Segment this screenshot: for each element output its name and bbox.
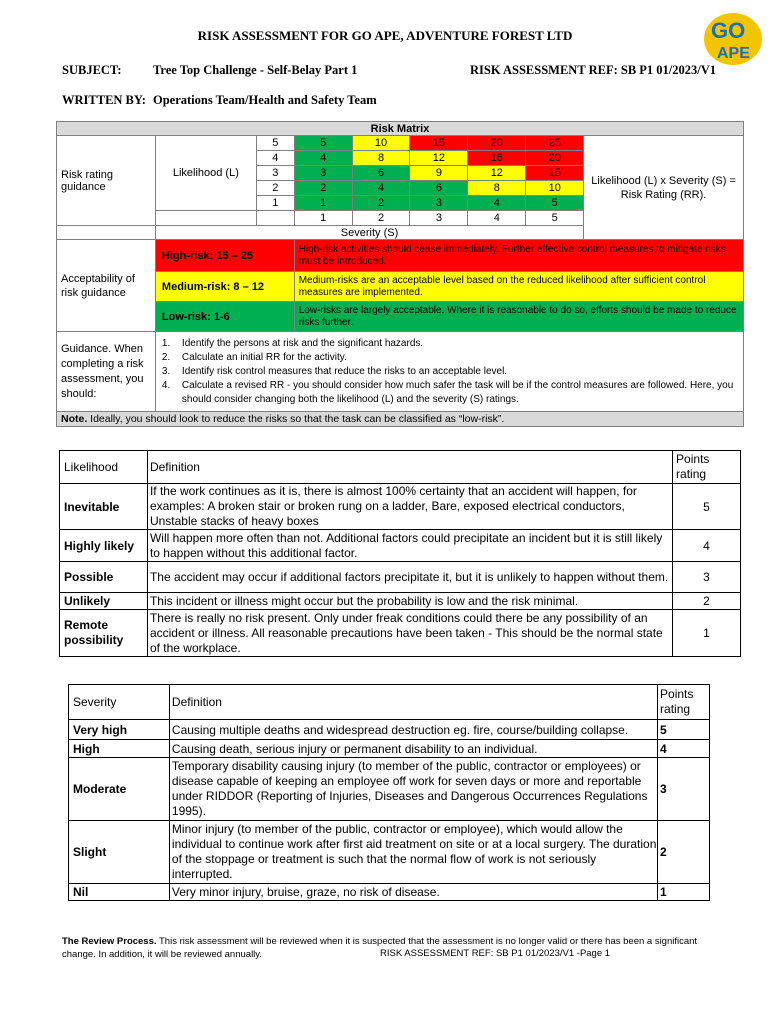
- low-risk-text: Low-risks are largely acceptable. Where it is reasonable to do so, efforts should be made to reduce risks further.: [294, 302, 743, 332]
- matrix-cell: 4: [352, 181, 410, 196]
- likelihood-value: 2: [256, 181, 294, 196]
- likelihood-value: 5: [256, 136, 294, 151]
- severity-header: Severity: [69, 685, 170, 720]
- severity-definition: Minor injury (to member of the public, contractor or employee), which would allow the individual to continue work after first aid treatment on site or at a local surgery. The duration of the stoppage or treatment is such that the normal flow of work is not seriously interrupted.: [169, 821, 657, 884]
- matrix-cell: 10: [352, 136, 410, 151]
- severity-points: 1: [658, 884, 710, 901]
- likelihood-value: 4: [256, 151, 294, 166]
- severity-name: Slight: [69, 821, 170, 884]
- severity-points: 2: [658, 821, 710, 884]
- severity-value: 2: [352, 211, 410, 226]
- severity-value: 4: [468, 211, 526, 226]
- severity-points: 5: [658, 720, 710, 740]
- severity-definition: Temporary disability causing injury (to member of the public, contractor or employees) or disease capable of keeping an employee off work for seven days or more and reportable under RIDDOR (Reporting of Injuries, Diseases and Dangerous Occurrences Regulations 1995).: [169, 758, 657, 821]
- go-ape-logo: [703, 12, 763, 66]
- subject-value: Tree Top Challenge - Self-Belay Part 1: [153, 63, 358, 77]
- review-process-text: This risk assessment will be reviewed when it is suspected that the assessment is no longer valid or there has been a significant change. In addition, it will be reviewed annually.: [62, 936, 698, 960]
- likelihood-points: 4: [673, 530, 741, 562]
- matrix-cell: 5: [294, 136, 352, 151]
- matrix-cell: 20: [468, 136, 526, 151]
- matrix-cell: 16: [468, 151, 526, 166]
- matrix-cell: 25: [526, 136, 584, 151]
- points-header: Points rating: [673, 451, 741, 484]
- severity-points: 3: [658, 758, 710, 821]
- guidance-list: 1. Identify the persons at risk and the significant hazards. 2. Calculate an initial RR for the activity. 3. Identify risk control measures that reduce the risks to an acceptable level. 4. Calculate a revised RR - you should consider how much safer the task will be if the control measures are followed. Here, you should consider changing both the likelihood (L) and the severity (S) ratings.: [155, 332, 743, 412]
- likelihood-value: 1: [256, 196, 294, 211]
- matrix-cell: 12: [468, 166, 526, 181]
- svg-text:APE: APE: [717, 45, 750, 62]
- definition-header: Definition: [147, 451, 672, 484]
- risk-formula: Likelihood (L) x Severity (S) = Risk Rating (RR).: [584, 136, 744, 240]
- matrix-cell: 15: [410, 136, 468, 151]
- severity-definition: Very minor injury, bruise, graze, no risk of disease.: [169, 884, 657, 901]
- points-header: Points rating: [658, 685, 710, 720]
- likelihood-definition-table: [59, 450, 741, 657]
- written-by-label: WRITTEN BY:: [62, 93, 146, 107]
- severity-value: 1: [294, 211, 352, 226]
- severity-name: Very high: [69, 720, 170, 740]
- severity-definition-table: [68, 684, 710, 901]
- severity-definition: Causing death, serious injury or permanent disability to an individual.: [169, 740, 657, 758]
- acceptability-label: Acceptability of risk guidance: [57, 240, 156, 332]
- reference-label: RISK ASSESSMENT REF: SB P1 01/2023/V1: [470, 63, 717, 77]
- likelihood-value: 3: [256, 166, 294, 181]
- high-risk-text: High-risk activities should cease immediately. Further effective control measures to mitigate risks must be introduced.: [294, 240, 743, 272]
- risk-matrix-table: [56, 121, 744, 427]
- risk-rating-label: Risk rating guidance: [57, 136, 156, 226]
- likelihood-name: Unlikely: [60, 593, 148, 610]
- subject-label: SUBJECT:: [62, 63, 122, 77]
- likelihood-definition: If the work continues as it is, there is almost 100% certainty that an accident will happen, for examples: A broken stair or broken rung on a ladder, Bare, exposed electrical conductors, Unstable stacks of heavy boxes: [147, 484, 672, 530]
- guidance-item: Calculate a revised RR - you should consider how much safer the task will be if the control measures are followed. Here, you should consider changing both the likelihood (L) and the severity (S) ratings.: [181, 379, 734, 405]
- severity-definition: Causing multiple deaths and widespread destruction eg. fire, course/building collapse.: [169, 720, 657, 740]
- likelihood-points: 3: [673, 562, 741, 593]
- severity-name: Moderate: [69, 758, 170, 821]
- guidance-item: Identify risk control measures that reduce the risks to an acceptable level.: [181, 365, 508, 377]
- guidance-item: Calculate an initial RR for the activity.: [181, 351, 347, 363]
- severity-value: 3: [410, 211, 468, 226]
- likelihood-definition: This incident or illness might occur but the probability is low and the risk minimal.: [147, 593, 672, 610]
- likelihood-points: 1: [673, 610, 741, 657]
- likelihood-definition: The accident may occur if additional factors precipitate it, but it is unlikely to happen without them.: [147, 562, 672, 593]
- matrix-cell: 8: [352, 151, 410, 166]
- document-title: RISK ASSESSMENT FOR GO APE, ADVENTURE FOREST LTD: [197, 28, 573, 43]
- likelihood-axis-label: Likelihood (L): [155, 136, 256, 211]
- svg-text:GO: GO: [711, 18, 746, 43]
- high-risk-label: High-risk: 15 – 25: [155, 240, 294, 272]
- matrix-cell: 20: [526, 151, 584, 166]
- matrix-cell: 15: [526, 166, 584, 181]
- guidance-item: Identify the persons at risk and the significant hazards.: [181, 337, 424, 349]
- matrix-cell: 12: [410, 151, 468, 166]
- matrix-cell: 3: [410, 196, 468, 211]
- note-label: Note.: [61, 413, 88, 425]
- note-row: [57, 412, 744, 427]
- matrix-cell: 6: [410, 181, 468, 196]
- low-risk-label: Low-risk: 1-6: [155, 302, 294, 332]
- likelihood-name: Inevitable: [60, 484, 148, 530]
- risk-matrix-title: Risk Matrix: [57, 122, 744, 136]
- review-process-label: The Review Process.: [62, 936, 157, 947]
- likelihood-header: Likelihood: [60, 451, 148, 484]
- guidance-label: Guidance. When completing a risk assessment, you should:: [57, 332, 156, 412]
- likelihood-points: 5: [673, 484, 741, 530]
- matrix-cell: 10: [526, 181, 584, 196]
- note-text: Ideally, you should look to reduce the risks so that the task can be classified as “low-risk”.: [87, 413, 505, 425]
- severity-name: High: [69, 740, 170, 758]
- page-reference: RISK ASSESSMENT REF: SB P1 01/2023/V1 -Page 1: [380, 948, 611, 959]
- matrix-cell: 3: [294, 166, 352, 181]
- matrix-cell: 4: [468, 196, 526, 211]
- written-by-value: Operations Team/Health and Safety Team: [153, 93, 377, 107]
- severity-name: Nil: [69, 884, 170, 901]
- matrix-cell: 4: [294, 151, 352, 166]
- matrix-cell: 2: [352, 196, 410, 211]
- severity-axis-label: Severity (S): [155, 226, 583, 240]
- definition-header: Definition: [169, 685, 657, 720]
- likelihood-definition: There is really no risk present. Only under freak conditions could there be any possibility of an accident or illness. All reasonable precautions have been taken - This should be the normal state of the workplace.: [147, 610, 672, 657]
- severity-value: 5: [526, 211, 584, 226]
- medium-risk-label: Medium-risk: 8 – 12: [155, 272, 294, 302]
- matrix-cell: 9: [410, 166, 468, 181]
- likelihood-name: Highly likely: [60, 530, 148, 562]
- matrix-cell: 1: [294, 196, 352, 211]
- matrix-cell: 8: [468, 181, 526, 196]
- likelihood-definition: Will happen more often than not. Additional factors could precipitate an incident but it is still likely to happen without this additional factor.: [147, 530, 672, 562]
- matrix-cell: 2: [294, 181, 352, 196]
- matrix-cell: 5: [526, 196, 584, 211]
- matrix-cell: 6: [352, 166, 410, 181]
- medium-risk-text: Medium-risks are an acceptable level based on the reduced likelihood after sufficient control measures are implemented.: [294, 272, 743, 302]
- likelihood-name: Possible: [60, 562, 148, 593]
- likelihood-points: 2: [673, 593, 741, 610]
- likelihood-name: Remote possibility: [60, 610, 148, 657]
- severity-points: 4: [658, 740, 710, 758]
